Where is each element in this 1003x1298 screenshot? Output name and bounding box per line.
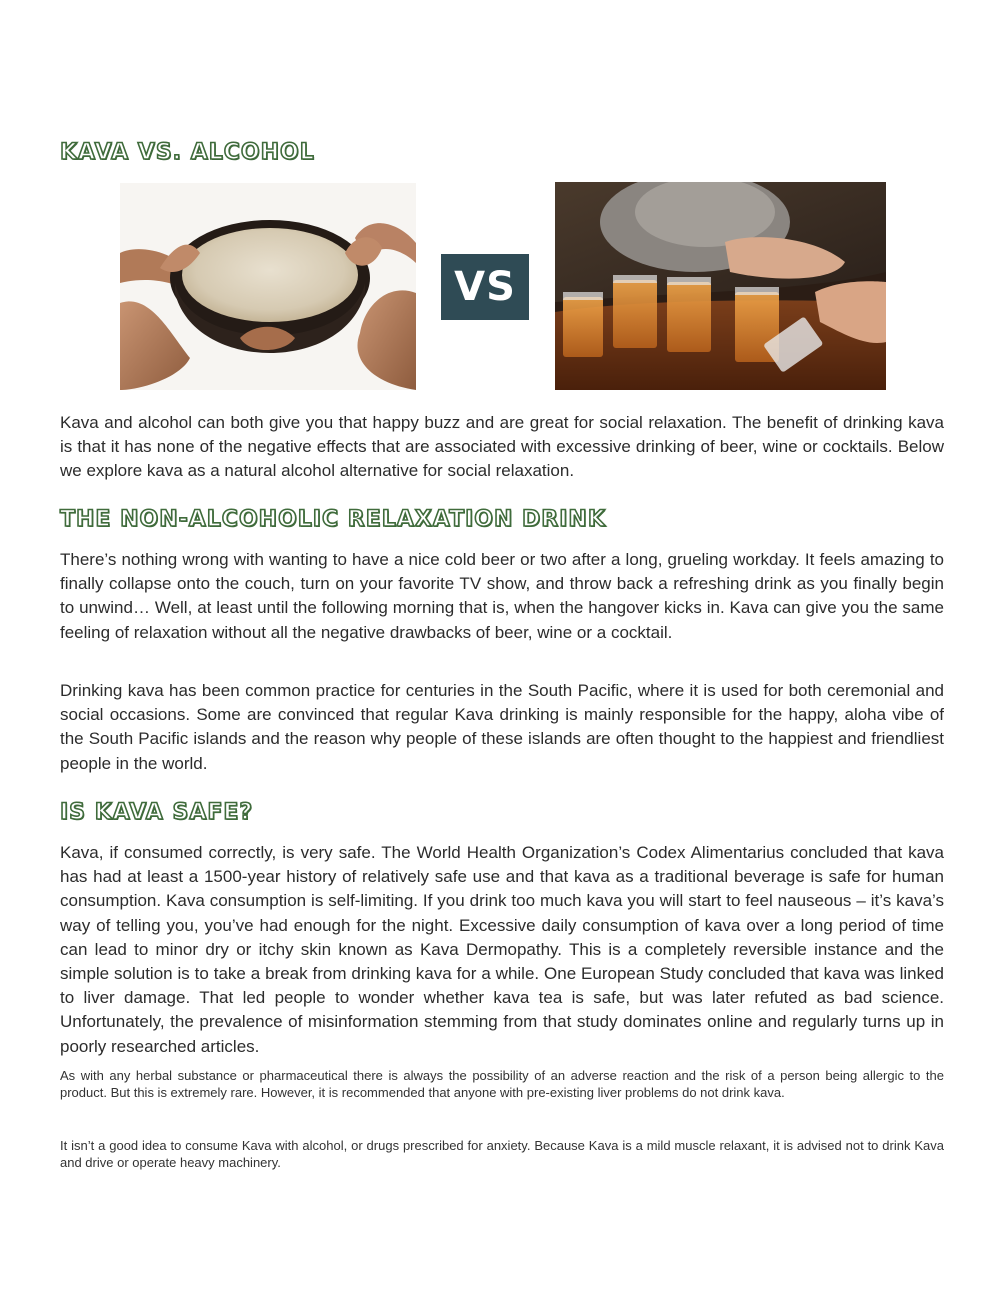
safety-paragraph-3: It isn’t a good idea to consume Kava with alcohol, or drugs prescribed for anxiety. Because Kava is a mild muscle relaxant, it is advised not to drink Kava and drive or operate heavy machinery. bbox=[60, 1138, 944, 1170]
kava-bowl-image bbox=[120, 183, 416, 390]
safety-paragraph-1: Kava, if consumed correctly, is very safe. The World Health Organization’s Codex Alimentarius concluded that kava has had at least a 1500-year history of relatively safe use and that kava as a traditional beverage is safe for human consumption. Kava consumption is self-limiting. If you drink too much kava you will start to feel nauseous – it’s kava’s way of telling you, you’ve had enough for the night. Excessive daily consumption of kava over a long period of time can lead to minor dry or itchy skin known as Kava Dermopathy. This is a completely reversible instance and the simple solution is to take a break from drinking kava for a while. One European Study concluded that kava was linked to liver damage. That led people to wonder whether kava tea is safe, but was later refuted as bad science. Unfortunately, the prevalence of misinformation stemming from that study dominates online and regularly turns up in poorly researched articles. bbox=[60, 843, 944, 1056]
alcohol-shots-image bbox=[555, 182, 886, 390]
heading-non-alcoholic-relaxation-drink: THE NON-ALCOHOLIC RELAXATION DRINK bbox=[60, 507, 606, 532]
heading-is-kava-safe: IS KAVA SAFE? bbox=[60, 800, 254, 825]
vs-badge: VS bbox=[441, 254, 529, 320]
heading-kava-vs-alcohol: KAVA VS. ALCOHOL bbox=[60, 140, 315, 165]
relaxation-paragraph-2: Drinking kava has been common practice for centuries in the South Pacific, where it is used for both ceremonial and social occasions. Some are convinced that regular Kava drinking is mainly responsible for the happy, aloha vibe of the South Pacific islands and the reason why people of these islands are often thought to the happiest and friendliest people in the world. bbox=[60, 681, 944, 773]
relaxation-paragraph-1: There’s nothing wrong with wanting to have a nice cold beer or two after a long, grueling workday. It feels amazing to finally collapse onto the couch, turn on your favorite TV show, and throw back a refreshing drink as you finally begin to unwind… Well, at least until the following morning that is, when the hangover kicks in. Kava can give you the same feeling of relaxation without all the negative drawbacks of beer, wine or a cocktail. bbox=[60, 550, 944, 642]
intro-paragraph: Kava and alcohol can both give you that happy buzz and are great for social relaxation. The benefit of drinking kava is that it has none of the negative effects that are associated with excessive drinking of beer, wine or cocktails. Below we explore kava as a natural alcohol alternative for social relaxation. bbox=[60, 413, 944, 481]
safety-paragraph-2: As with any herbal substance or pharmaceutical there is always the possibility of an adverse reaction and the risk of a person being allergic to the product. But this is extremely rare. However, it is recommended that anyone with pre-existing liver problems do not drink kava. bbox=[60, 1068, 944, 1100]
